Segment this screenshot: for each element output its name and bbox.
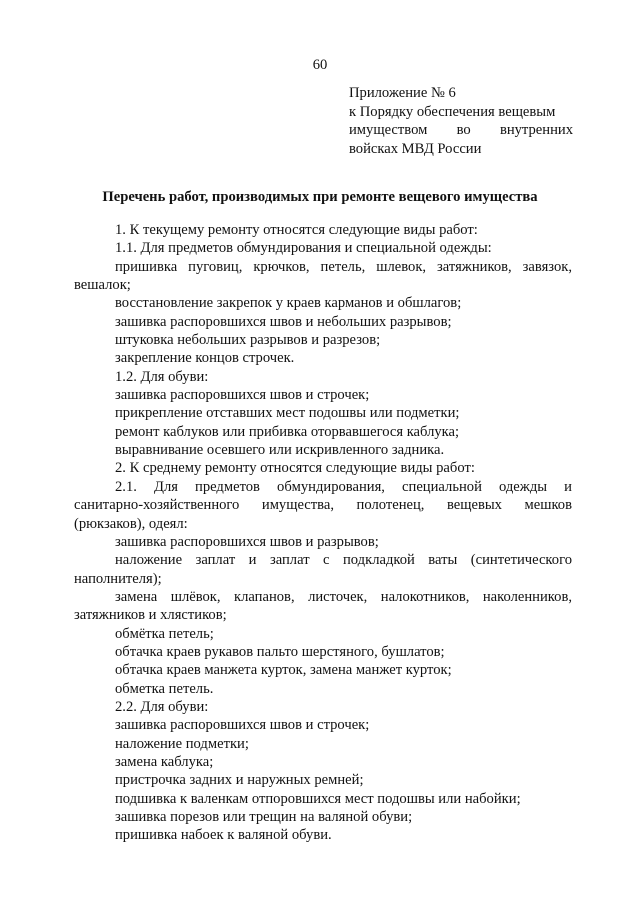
body-line: выравнивание осевшего или искривленного задника. (115, 442, 445, 459)
body-line: пристрочка задних и наружных ремней; (115, 772, 364, 789)
body-line: закрепление концов строчек. (115, 350, 295, 367)
body-line: зашивка распоровшихся швов и разрывов; (115, 533, 379, 550)
body-line: зашивка порезов или трещин на валяной обуви; (115, 809, 413, 825)
body-line: ремонт каблуков или прибивка оторвавшегося каблука; (115, 423, 460, 440)
appendix-line-2: к Порядку обеспечения вещевым (349, 103, 556, 120)
body-line: санитарно-хозяйственного имущества, полотенец, вещевых мешков (74, 497, 572, 514)
body-line: штуковка небольших разрывов и разрезов; (115, 332, 381, 349)
body-line: подшивка к валенкам отпоровшихся мест подошвы или набойки; (115, 790, 521, 807)
document-title: Перечень работ, производимых при ремонте вещевого имущества (102, 189, 538, 205)
body-line: вешалок; (74, 277, 131, 294)
appendix-line-1: Приложение № 6 (349, 85, 456, 101)
body-line: обтачка краев рукавов пальто шерстяного, бушлатов; (115, 643, 445, 660)
body-line: (рюкзаков), одеял: (74, 515, 188, 532)
body-line: наложение заплат и заплат с подкладкой ваты (синтетического (115, 552, 572, 569)
appendix-header (349, 84, 573, 158)
body-line: прикрепление отставших мест подошвы или подметки; (115, 405, 460, 422)
document-body (74, 221, 572, 845)
body-line: обтачка краев манжета курток, замена манжет курток; (115, 662, 452, 679)
body-line: 2. К среднему ремонту относятся следующие виды работ: (115, 460, 475, 477)
body-line: обметка петель. (115, 680, 214, 697)
body-line: 1.1. Для предметов обмундирования и специальной одежды: (115, 240, 492, 257)
body-line: обмётка петель; (115, 625, 214, 642)
body-line: восстановление закрепок у краев карманов и обшлагов; (115, 295, 462, 312)
body-line: 1. К текущему ремонту относятся следующие виды работ: (115, 222, 478, 238)
body-line: замена шлёвок, клапанов, листочек, налокотников, наколенников, (115, 588, 572, 605)
body-line: зашивка распоровшихся швов и строчек; (115, 387, 370, 404)
body-line: наполнителя); (74, 570, 162, 587)
appendix-line-3: имуществом во внутренних (349, 122, 573, 139)
body-line: пришивка пуговиц, крючков, петель, шлевок, затяжников, завязок, (115, 258, 572, 275)
body-line: 2.1. Для предметов обмундирования, специальной одежды и (115, 478, 572, 495)
body-line: зашивка распоровшихся швов и небольших разрывов; (115, 313, 452, 330)
page-number: 60 (312, 57, 328, 73)
body-line: наложение подметки; (115, 735, 249, 752)
body-line: зашивка распоровшихся швов и строчек; (115, 717, 370, 734)
body-line: затяжников и хлястиков; (74, 607, 227, 624)
body-line: замена каблука; (115, 753, 214, 770)
body-line: 1.2. Для обуви: (115, 368, 209, 385)
body-line: 2.2. Для обуви: (115, 698, 209, 715)
appendix-line-4: войсках МВД России (349, 140, 482, 157)
body-line: пришивка набоек к валяной обуви. (115, 827, 332, 844)
